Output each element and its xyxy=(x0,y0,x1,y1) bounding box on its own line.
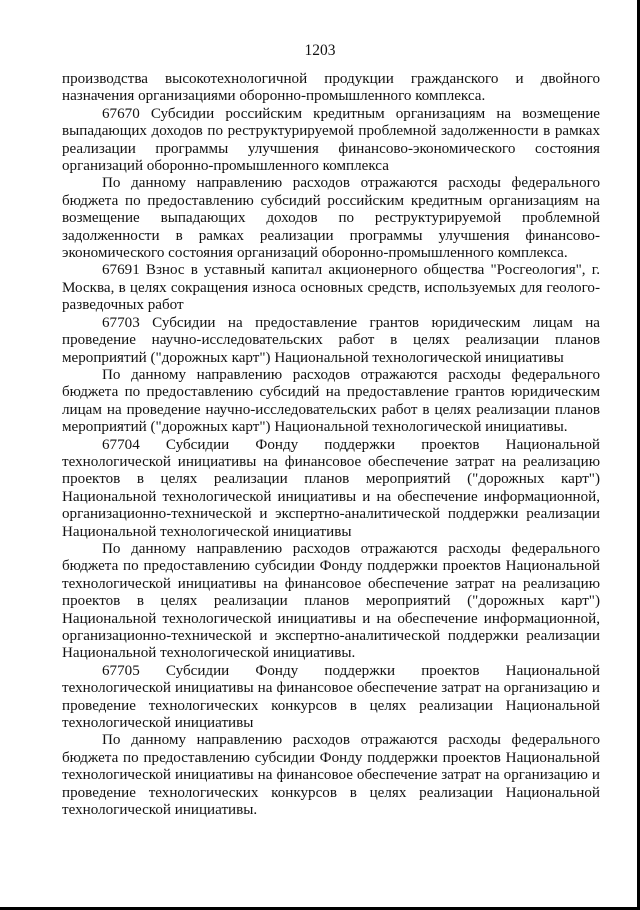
paragraph-code-67703: 67703 Субсидии на предоставление грантов юридическим лицам на проведение научно-исследовательских работ в целях реализации планов мероприятий ("дорожных карт") Национальной технологической инициативы xyxy=(62,314,600,366)
paragraph-continuation: производства высокотехнологичной продукции гражданского и двойного назначения организациями оборонно-промышленного комплекса. xyxy=(62,71,600,105)
document-body xyxy=(62,71,600,819)
paragraph-code-67691: 67691 Взнос в уставный капитал акционерного общества "Росгеология", г. Москва, в целях сокращения износа основных средств, используемых для геолого-разведочных работ xyxy=(62,262,600,314)
paragraph-description-67705: По данному направлению расходов отражаются расходы федерального бюджета по предоставлению субсидии Фонду поддержки проектов Национальной технологической инициативы на финансовое обеспечение затрат на организацию и проведение технологических конкурсов в целях реализации Национальной технологической инициативы. xyxy=(62,732,600,819)
paragraph-code-67704: 67704 Субсидии Фонду поддержки проектов Национальной технологической инициативы на финансовое обеспечение затрат на реализацию проектов в целях реализации планов мероприятий ("дорожных карт") Национальной технологической инициативы и на обеспечение информационной, организационно-технической и экспертно-аналитической поддержки реализации Национальной технологической инициативы xyxy=(62,436,600,540)
paragraph-code-67670: 67670 Субсидии российским кредитным организациям на возмещение выпадающих доходов по реструктурируемой проблемной задолженности в рамках реализации программы улучшения финансово-экономического состояния организаций оборонно-промышленного комплекса xyxy=(62,105,600,175)
page-number: 1203 xyxy=(304,42,336,59)
paragraph-description-67704: По данному направлению расходов отражаются расходы федерального бюджета по предоставлению субсидии Фонду поддержки проектов Национальной технологической инициативы на финансовое обеспечение затрат на реализацию проектов в целях реализации планов мероприятий ("дорожных карт") Национальной технологической инициативы и на обеспечение информационной, организационно-технической и экспертно-аналитической поддержки реализации Национальной технологической инициативы. xyxy=(62,540,600,662)
paragraph-code-67705: 67705 Субсидии Фонду поддержки проектов Национальной технологической инициативы на финансовое обеспечение затрат на организацию и проведение технологических конкурсов в целях реализации Национальной технологической инициативы xyxy=(62,662,600,732)
paragraph-description-67703: По данному направлению расходов отражаются расходы федерального бюджета по предоставлению субсидий на предоставление грантов юридическим лицам на проведение научно-исследовательских работ в целях реализации планов мероприятий ("дорожных карт") Национальной технологической инициативы. xyxy=(62,366,600,436)
paragraph-description-67670: По данному направлению расходов отражаются расходы федерального бюджета по предоставлению субсидий российским кредитным организациям на возмещение выпадающих доходов по реструктурируемой проблемной задолженности в рамках реализации программы улучшения финансово-экономического состояния организаций оборонно-промышленного комплекса. xyxy=(62,175,600,262)
